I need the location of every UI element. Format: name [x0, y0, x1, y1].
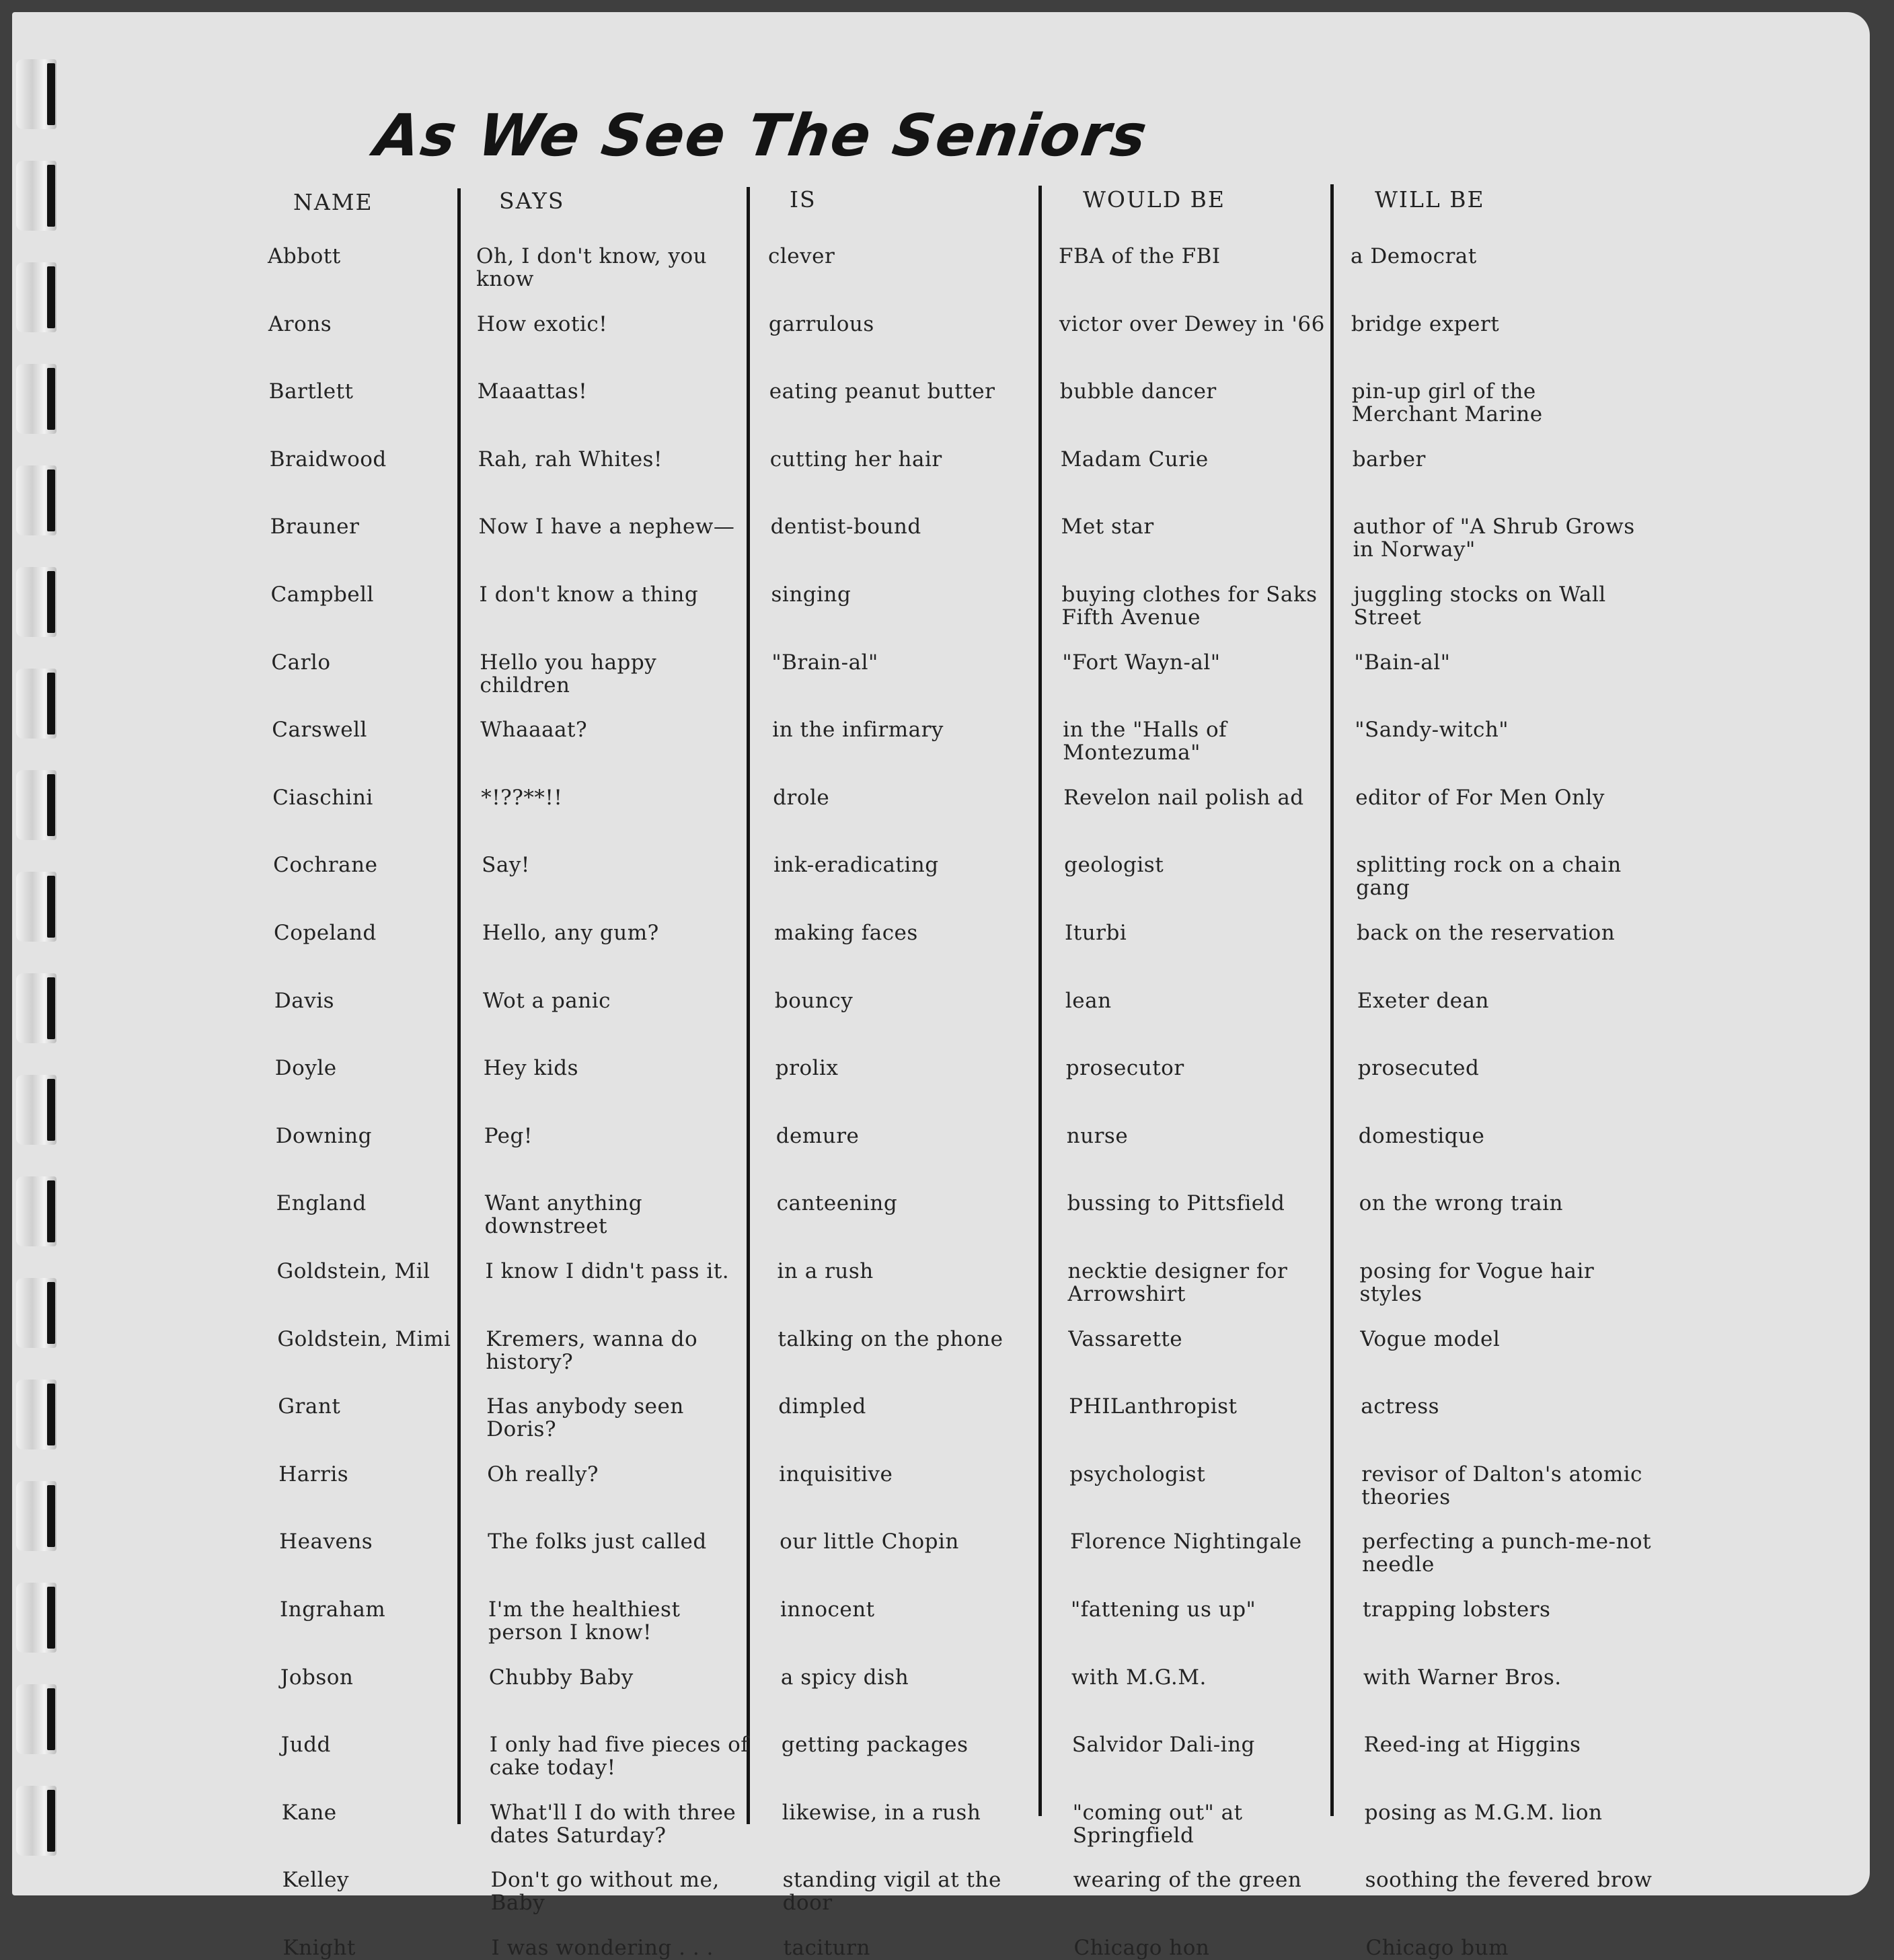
cell-name: Ingraham	[280, 1597, 386, 1622]
cell-will-be: editor of For Men Only	[1355, 785, 1605, 810]
cell-would-be: psychologist	[1069, 1462, 1206, 1486]
cell-says: I know I didn't pass it.	[485, 1259, 730, 1283]
cell-name: Carswell	[272, 718, 367, 743]
cell-says: Hello, any gum?	[482, 921, 659, 945]
cell-will-be: domestique	[1358, 1123, 1485, 1148]
cell-name: Campbell	[270, 582, 374, 607]
cell-will-be: trapping lobsters	[1363, 1597, 1551, 1622]
cell-is: "Brain-al"	[771, 650, 878, 675]
cell-name: Judd	[280, 1733, 331, 1758]
cell-is: eating peanut butter	[769, 379, 995, 404]
cell-will-be: back on the reservation	[1357, 921, 1616, 945]
header-would-be: WOULD BE	[1083, 186, 1225, 213]
cell-name: Knight	[282, 1936, 356, 1960]
cell-will-be: pin-up girl of the Merchant Marine	[1351, 379, 1543, 427]
cell-would-be: nurse	[1066, 1123, 1129, 1148]
binding-ring	[16, 364, 56, 434]
binding-ring	[16, 1481, 56, 1551]
cell-name: Arons	[268, 311, 332, 336]
cell-says: I was wondering . . .	[491, 1936, 714, 1960]
cell-is: dimpled	[778, 1394, 866, 1419]
cell-will-be: author of "A Shrub Grows in Norway"	[1353, 515, 1635, 562]
header-will-be: WILL BE	[1375, 186, 1485, 213]
cell-name: Kelley	[282, 1868, 349, 1893]
cell-name: Kane	[281, 1800, 337, 1825]
cell-will-be: splitting rock on a chain gang	[1356, 853, 1622, 901]
cell-would-be: with M.G.M.	[1071, 1665, 1207, 1690]
cell-would-be: geologist	[1064, 853, 1164, 878]
cell-would-be: Florence Nightingale	[1070, 1530, 1302, 1554]
cell-says: Hey kids	[483, 1056, 578, 1081]
binding-ring	[16, 1583, 56, 1653]
column-divider-4	[1330, 184, 1334, 1816]
cell-name: Heavens	[279, 1530, 373, 1554]
cell-will-be: Reed-ing at Higgins	[1363, 1733, 1581, 1758]
cell-name: Downing	[275, 1123, 372, 1148]
cell-will-be: with Warner Bros.	[1363, 1665, 1562, 1690]
cell-says: I'm the healthiest person I know!	[488, 1597, 681, 1645]
column-divider-3	[1038, 186, 1042, 1816]
cell-will-be: on the wrong train	[1359, 1191, 1564, 1216]
cell-will-be: perfecting a punch-me-not needle	[1362, 1530, 1652, 1577]
cell-is: clever	[768, 244, 835, 268]
cell-is: a spicy dish	[780, 1665, 909, 1690]
cell-says: I don't know a thing	[479, 582, 699, 607]
cell-says: How exotic!	[476, 311, 608, 336]
cell-will-be: prosecuted	[1357, 1056, 1480, 1081]
cell-will-be: a Democrat	[1351, 244, 1477, 268]
cell-would-be: prosecutor	[1065, 1056, 1184, 1081]
binding-ring	[16, 770, 56, 840]
cell-would-be: necktie designer for Arrowshirt	[1067, 1259, 1288, 1306]
cell-says: Oh, I don't know, you know	[476, 244, 708, 291]
cell-says: Peg!	[484, 1123, 533, 1148]
cell-is: prolix	[775, 1056, 839, 1081]
cell-is: ink-eradicating	[773, 853, 939, 878]
cell-name: Goldstein, Mimi	[277, 1326, 451, 1351]
cell-will-be: Vogue model	[1360, 1326, 1501, 1351]
cell-will-be: juggling stocks on Wall Street	[1353, 582, 1606, 630]
binding-ring	[16, 1075, 56, 1145]
cell-says: Want anything downstreet	[484, 1191, 643, 1239]
cell-is: drole	[773, 785, 830, 810]
cell-would-be: "fattening us up"	[1071, 1597, 1256, 1622]
binding-ring	[16, 973, 56, 1043]
cell-is: getting packages	[781, 1733, 969, 1758]
cell-is: demure	[775, 1123, 860, 1148]
cell-name: Harris	[278, 1462, 349, 1486]
cell-is: cutting her hair	[769, 447, 942, 472]
binding-ring	[16, 59, 56, 129]
cell-is: singing	[771, 582, 851, 607]
spiral-binding	[12, 32, 66, 1889]
cell-is: in the infirmary	[772, 718, 944, 743]
column-divider-1	[457, 188, 461, 1824]
cell-would-be: in the "Halls of Montezuma"	[1063, 718, 1227, 765]
cell-will-be: revisor of Dalton's atomic theories	[1361, 1462, 1642, 1509]
cell-says: Hello you happy children	[480, 650, 657, 698]
cell-would-be: bubble dancer	[1059, 379, 1217, 404]
cell-will-be: soothing the fevered brow	[1365, 1868, 1653, 1893]
binding-ring	[16, 669, 56, 739]
cell-says: The folks just called	[488, 1530, 707, 1554]
cell-is: in a rush	[777, 1259, 874, 1283]
cell-says: Wot a panic	[482, 988, 611, 1013]
yearbook-page	[12, 12, 1870, 1960]
cell-will-be: actress	[1361, 1394, 1440, 1419]
cell-will-be: posing for Vogue hair styles	[1359, 1259, 1595, 1306]
cell-says: Don't go without me, Baby	[490, 1868, 720, 1916]
cell-is: bouncy	[774, 988, 854, 1013]
cell-is: likewise, in a rush	[782, 1800, 981, 1825]
cell-would-be: "Fort Wayn-al"	[1062, 650, 1221, 675]
cell-name: Davis	[274, 988, 335, 1013]
binding-ring	[16, 1684, 56, 1754]
header-says: SAYS	[499, 188, 565, 214]
cell-is: our little Chopin	[780, 1530, 959, 1554]
cell-name: Braidwood	[269, 447, 387, 472]
cell-name: Grant	[278, 1394, 341, 1419]
cell-is: making faces	[774, 921, 918, 945]
cell-says: Oh really?	[487, 1462, 599, 1486]
cell-is: dentist-bound	[770, 515, 921, 539]
cell-says: Now I have a nephew—	[478, 515, 735, 539]
cell-would-be: Chicago hon	[1073, 1936, 1210, 1960]
cell-name: Goldstein, Mil	[276, 1259, 430, 1283]
cell-is: garrulous	[768, 311, 874, 336]
cell-name: Carlo	[271, 650, 331, 675]
cell-says: Whaaaat?	[480, 718, 588, 743]
cell-would-be: buying clothes for Saks Fifth Avenue	[1061, 582, 1318, 630]
cell-name: Bartlett	[268, 379, 354, 404]
cell-is: talking on the phone	[778, 1326, 1003, 1351]
binding-ring	[16, 1278, 56, 1348]
cell-name: Jobson	[280, 1665, 354, 1690]
cell-name: Abbott	[268, 244, 341, 268]
cell-name: Cochrane	[273, 853, 378, 878]
cell-would-be: Vassarette	[1068, 1326, 1183, 1351]
binding-ring	[16, 1786, 56, 1856]
cell-would-be: "coming out" at Springfield	[1072, 1800, 1243, 1848]
binding-ring	[16, 465, 56, 535]
cell-name: England	[276, 1191, 367, 1216]
binding-ring	[16, 1176, 56, 1246]
cell-says: Has anybody seen Doris?	[486, 1394, 684, 1442]
cell-says: Kremers, wanna do history?	[486, 1326, 698, 1374]
cell-name: Ciaschini	[272, 785, 373, 810]
cell-is: canteening	[776, 1191, 898, 1216]
cell-says: Chubby Baby	[488, 1665, 634, 1690]
cell-says: What'll I do with three dates Saturday?	[490, 1800, 736, 1848]
cell-would-be: Revelon nail polish ad	[1063, 785, 1304, 810]
page-title: As We See The Seniors	[370, 102, 1152, 169]
cell-says: Maaattas!	[477, 379, 588, 404]
binding-ring	[16, 872, 56, 942]
binding-ring	[16, 262, 56, 332]
cell-will-be: bridge expert	[1351, 311, 1500, 336]
cell-would-be: lean	[1065, 988, 1112, 1013]
cell-is: innocent	[780, 1597, 875, 1622]
cell-would-be: Salvidor Dali-ing	[1071, 1733, 1255, 1758]
cell-will-be: "Bain-al"	[1354, 650, 1451, 675]
cell-will-be: "Sandy-witch"	[1355, 718, 1509, 743]
cell-name: Doyle	[274, 1056, 337, 1081]
cell-is: taciturn	[783, 1936, 870, 1960]
binding-ring	[16, 567, 56, 637]
cell-name: Brauner	[270, 515, 360, 539]
header-is: IS	[790, 186, 817, 213]
cell-says: Say!	[482, 853, 530, 878]
cell-would-be: FBA of the FBI	[1059, 244, 1221, 268]
cell-would-be: Met star	[1061, 515, 1154, 539]
cell-will-be: Chicago bum	[1365, 1936, 1509, 1960]
cell-says: Rah, rah Whites!	[478, 447, 662, 472]
cell-will-be: posing as M.G.M. lion	[1364, 1800, 1603, 1825]
cell-is: inquisitive	[779, 1462, 893, 1486]
cell-is: standing vigil at the door	[782, 1868, 1001, 1916]
cell-would-be: Madam Curie	[1060, 447, 1209, 472]
column-divider-2	[747, 187, 750, 1824]
cell-would-be: PHILanthropist	[1069, 1394, 1238, 1419]
binding-ring	[16, 1380, 56, 1449]
cell-says: I only had five pieces of cake today!	[489, 1733, 749, 1780]
binding-ring	[16, 161, 56, 231]
cell-says: *!??**!!	[481, 785, 563, 810]
cell-name: Copeland	[274, 921, 377, 945]
cell-would-be: victor over Dewey in '66	[1059, 311, 1325, 336]
header-name: NAME	[293, 189, 373, 215]
cell-would-be: wearing of the green	[1073, 1868, 1302, 1893]
cell-will-be: Exeter dean	[1357, 988, 1489, 1013]
cell-would-be: bussing to Pittsfield	[1067, 1191, 1285, 1216]
cell-will-be: barber	[1352, 447, 1426, 472]
cell-would-be: Iturbi	[1065, 921, 1127, 945]
